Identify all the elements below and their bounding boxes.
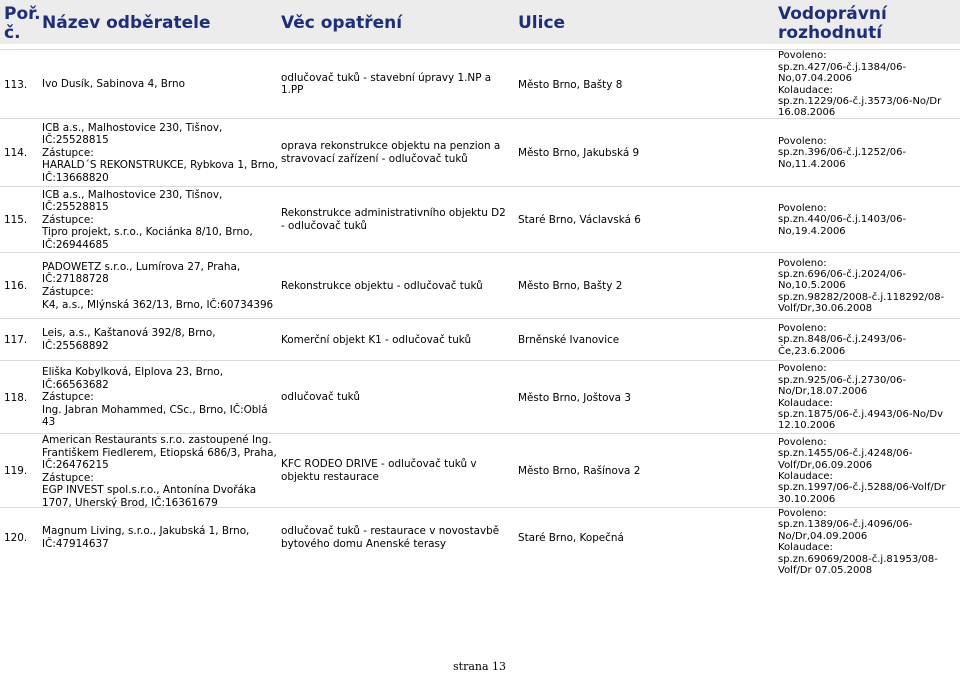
decision-text-line: Povoleno: [778, 436, 827, 448]
decision-text-line: No,10.5.2006 [778, 280, 846, 292]
customer-name-line: Tipro projekt, s.r.o., Kociánka 8/10, Brno, [42, 226, 253, 239]
decision-text-line: sp.zn.69069/2008-č.j.81953/08- [778, 553, 938, 565]
header-street: Ulice [518, 13, 566, 33]
subject-text: odlučovač tuků - stavební úpravy 1.NP a 1.PP [281, 71, 492, 97]
decision-text-line: sp.zn.98282/2008-č.j.118292/08- [778, 291, 945, 303]
subject-text: Komerční objekt K1 - odlučovač tuků [281, 333, 472, 346]
row-number: 119. [4, 465, 28, 477]
street-text: Město Brno, Bašty 8 [518, 78, 623, 91]
decision-text-line: sp.zn.1389/06-č.j.4096/06- [778, 519, 913, 531]
customer-name-line: Zástupce: [42, 471, 94, 484]
decision-text-line: No/Dr,04.09.2006 [778, 530, 868, 542]
customer-name-line: PADOWETZ s.r.o., Lumírova 27, Praha, [42, 260, 241, 273]
decision-text-line: Povoleno: [778, 363, 827, 375]
subject-text: Rekonstrukce objektu - odlučovač tuků [281, 279, 483, 292]
header-water-decision: Vodoprávní rozhodnutí [778, 4, 887, 43]
customer-name-line: IČ:66563682 [42, 378, 109, 391]
decision-text-line: Volf/Dr,06.09.2006 [778, 459, 873, 471]
decision-text-line: sp.zn.427/06-č.j.1384/06- [778, 61, 907, 73]
customer-name-line: IČ:25528815 [42, 201, 109, 214]
table-row [0, 507, 960, 577]
decision-text-line: Kolaudace: [778, 471, 833, 483]
customer-name-line: IČ:26944685 [42, 238, 109, 251]
customer-name [42, 121, 279, 185]
customer-name-line: Zástupce: [42, 213, 94, 226]
customer-name-line: Františkem Fiedlerem, Etiopská 686/3, Praha, [42, 446, 277, 459]
decision-text-line: Kolaudace: [778, 84, 833, 96]
header-subject: Věc opatření [281, 13, 403, 33]
row-number: 113. [4, 78, 28, 91]
table-row [0, 433, 960, 508]
decision-text-line: sp.zn.440/06-č.j.1403/06- [778, 214, 907, 226]
customer-name [42, 261, 274, 311]
row-number: 118. [4, 391, 28, 404]
page-number: strana 13 [453, 660, 507, 673]
decision-text-line: sp.zn.396/06-č.j.1252/06- [778, 147, 907, 159]
street-text: Město Brno, Bašty 2 [518, 280, 623, 292]
table-row [0, 49, 960, 119]
customer-name-line: ICB a.s., Malhostovice 230, Tišnov, [42, 121, 223, 134]
customer-name-line: EGP INVEST spol.s.r.o., Antonína Dvořáka [42, 484, 257, 497]
customer-name [42, 366, 274, 429]
row-number: 116. [4, 280, 28, 292]
decision-text-line: sp.zn.848/06-č.j.2493/06- [778, 334, 907, 346]
customer-name [42, 327, 274, 352]
decision-text-line: Povoleno: [778, 50, 827, 62]
decision-text [778, 437, 960, 505]
decision-text [778, 258, 960, 315]
decision-text-line: sp.zn.1997/06-č.j.5288/06-Volf/Dr [778, 482, 946, 494]
customer-name-line: IČ:25528815 [42, 134, 109, 147]
decision-text-line: sp.zn.696/06-č.j.2024/06- [778, 268, 907, 280]
subject-text: Rekonstrukce administrativního objektu D2 - odlučovač tuků [281, 207, 506, 232]
customer-name-line: Eliška Kobylková, Elplova 23, Brno, [42, 366, 224, 378]
row-number: 117. [4, 334, 28, 346]
customer-name-line: IČ:13668820 [42, 171, 109, 184]
customer-name-line: Ing. Jabran Mohammed, CSc., Brno, IČ:Oblá [42, 403, 268, 416]
decision-text [778, 508, 960, 576]
street-text: Staré Brno, Václavská 6 [518, 214, 641, 226]
decision-text-line: No,11.4.2006 [778, 158, 846, 170]
decision-text-line: sp.zn.1229/06-č.j.3573/06-No/Dr [778, 95, 942, 107]
decision-text-line: sp.zn.925/06-č.j.2730/06- [778, 374, 907, 386]
customer-name-line: 43 [42, 416, 56, 429]
table-row [0, 252, 960, 319]
decision-text [778, 136, 960, 170]
decision-text-line: No,07.04.2006 [778, 73, 853, 85]
decision-text-line: 16.08.2006 [778, 107, 836, 119]
subject-text: odlučovač tuků - restaurace v novostavbě bytového domu Anenské terasy [281, 525, 500, 550]
header-order-number: Poř. č. [4, 4, 41, 43]
customer-name [42, 525, 274, 550]
decision-text [778, 363, 960, 431]
table-row [0, 186, 960, 253]
decision-text-line: sp.zn.1875/06-č.j.4943/06-No/Dv [778, 408, 944, 420]
customer-name-line: HARALD´S REKONSTRUKCE, Rybkova 1, Brno, [42, 159, 279, 172]
decision-text [778, 323, 960, 357]
customer-name-line: IČ:26476215 [42, 459, 109, 472]
decision-text-line: 12.10.2006 [778, 420, 836, 432]
decision-text-line: 30.10.2006 [778, 493, 836, 505]
subject-text: oprava rekonstrukce objektu na penzion a stravovací zařízení - odlučovač tuků [281, 140, 501, 165]
street-text: Město Brno, Rašínova 2 [518, 465, 641, 477]
customer-name [42, 189, 274, 252]
customer-name [42, 78, 274, 91]
table-header [0, 0, 960, 44]
decision-text-line: Volf/Dr,30.06.2008 [778, 303, 873, 315]
decision-text-line: No/Dr,18.07.2006 [778, 386, 868, 398]
decision-text-line: Kolaudace: [778, 397, 833, 409]
subject-text: odlučovač tuků [281, 391, 360, 404]
street-text: Brněnské Ivanovice [518, 334, 620, 346]
customer-name-line: Leis, a.s., Kaštanová 392/8, Brno, [42, 327, 216, 340]
decision-text [778, 203, 960, 237]
customer-name-line: K4, a.s., Mlýnská 362/13, Brno, IČ:60734396 [42, 298, 274, 311]
customer-name-line: American Restaurants s.r.o. zastoupené Ing. [42, 434, 272, 446]
customer-name-line: IČ:27188728 [42, 273, 109, 286]
customer-name-line: IČ:25568892 [42, 339, 109, 352]
street-text: Město Brno, Joštova 3 [518, 391, 631, 404]
decision-text-line: Povoleno: [778, 508, 827, 519]
customer-name-line: Zástupce: [42, 391, 94, 404]
decision-text-line: Povoleno: [778, 322, 827, 334]
decision-text-line: Povoleno: [778, 135, 827, 147]
decision-text-line: Kolaudace: [778, 542, 833, 554]
customer-name-line: ICB a.s., Malhostovice 230, Tišnov, [42, 188, 223, 201]
decision-text-line: Če,23.6.2006 [778, 345, 846, 357]
customer-name [42, 434, 277, 510]
street-text: Staré Brno, Kopečná [518, 532, 624, 544]
decision-text-line: sp.zn.1455/06-č.j.4248/06- [778, 448, 913, 460]
customer-name-line: Zástupce: [42, 146, 94, 159]
row-number: 120. [4, 532, 28, 544]
customer-name-line: Ivo Dusík, Sabinova 4, Brno [42, 78, 185, 91]
decision-text-line: No,19.4.2006 [778, 225, 846, 237]
customer-name-line: IČ:47914637 [42, 537, 109, 550]
customer-name-line: Zástupce: [42, 285, 94, 298]
decision-text-line: Povoleno: [778, 202, 827, 214]
customer-name-line: Magnum Living, s.r.o., Jakubská 1, Brno, [42, 525, 250, 538]
row-number: 115. [4, 214, 28, 226]
table-row [0, 318, 960, 361]
decision-text-line: Volf/Dr 07.05.2008 [778, 565, 873, 577]
street-text: Město Brno, Jakubská 9 [518, 147, 640, 159]
decision-text [778, 50, 960, 118]
decision-text-line: Povoleno: [778, 257, 827, 269]
row-number: 114. [4, 147, 28, 159]
subject-text: KFC RODEO DRIVE - odlučovač tuků v objektu restaurace [281, 458, 477, 483]
header-customer-name: Název odběratele [42, 13, 211, 33]
table-row [0, 118, 960, 187]
customer-name-line: 1707, Uherský Brod, IČ:16361679 [42, 496, 218, 509]
table-row [0, 360, 960, 434]
